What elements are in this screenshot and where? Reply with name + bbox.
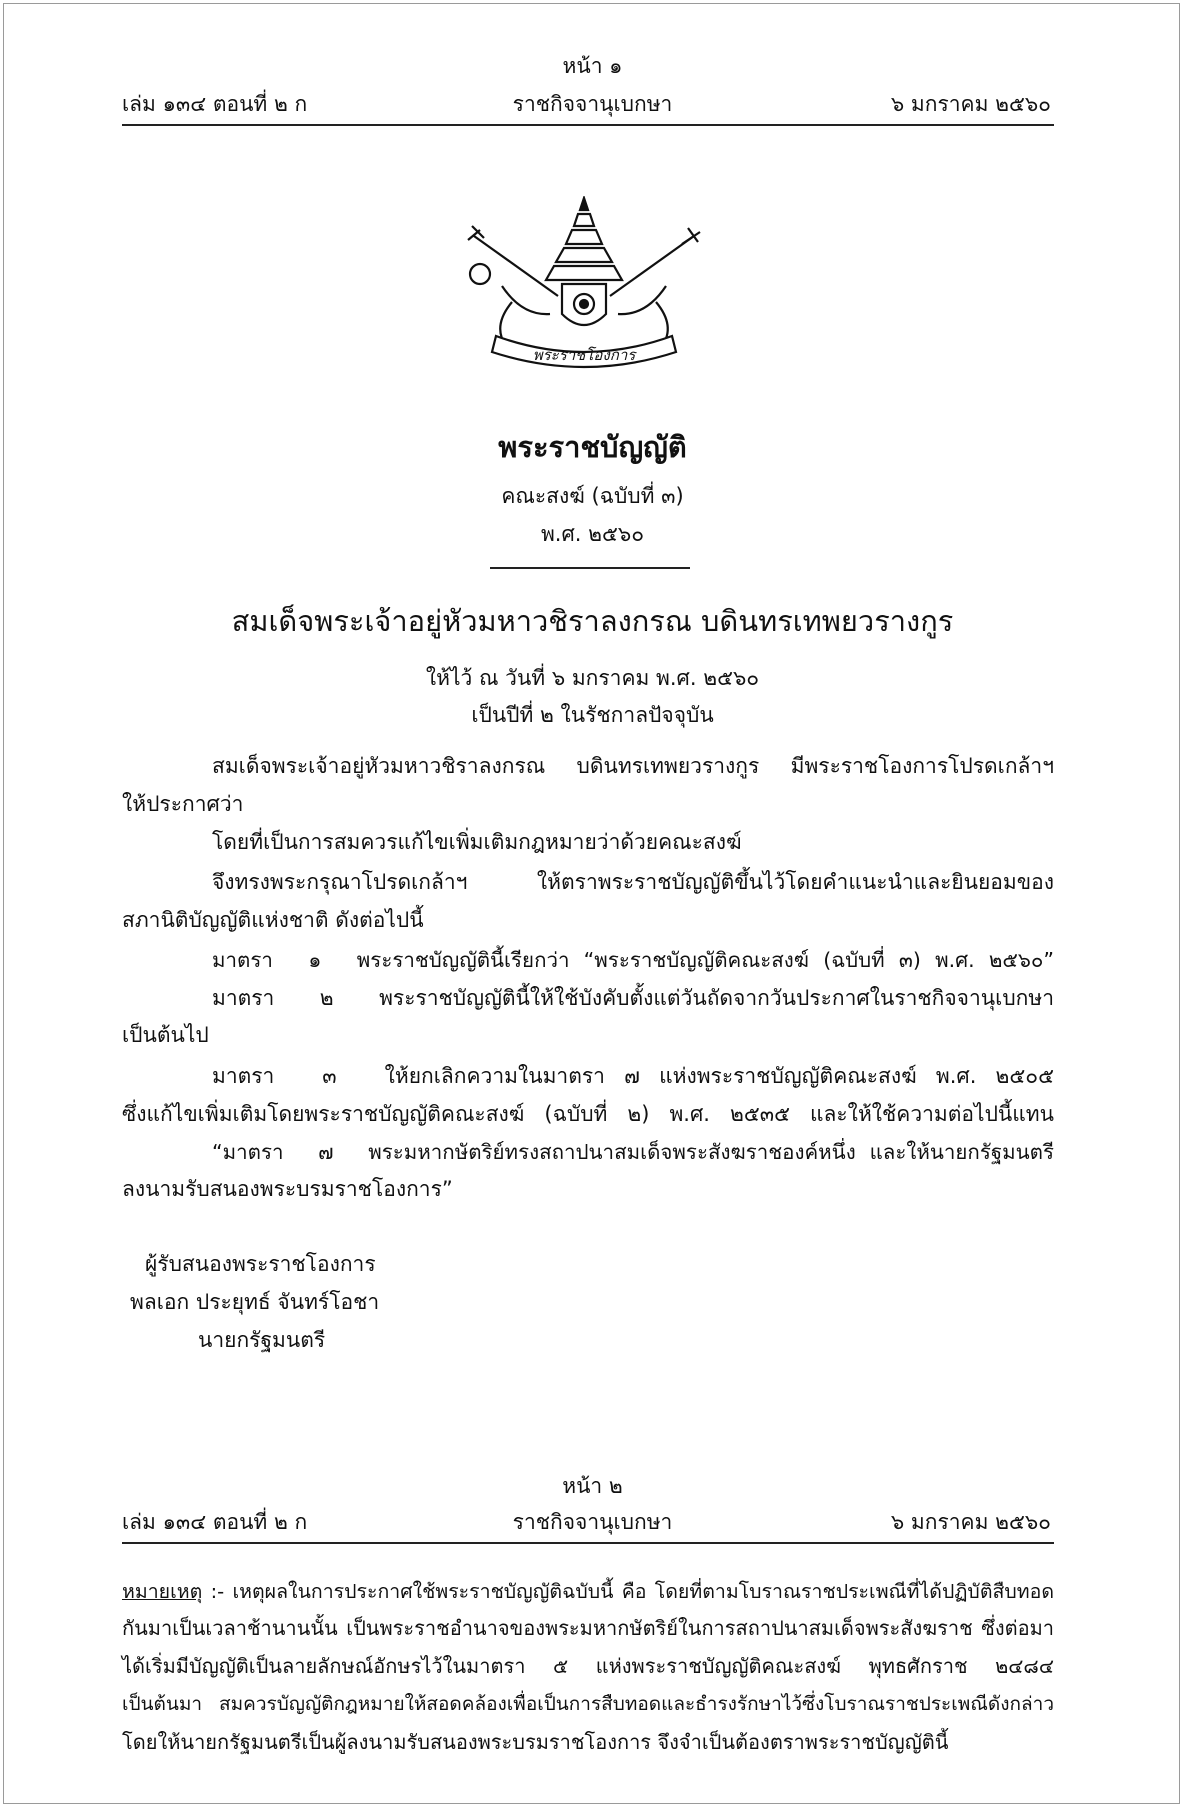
gazette-volume-2: เล่ม ๑๓๔ ตอนที่ ๒ ก [122,1510,308,1534]
note-line-4: เป็นต้นมา สมควรบัญญัติกฎหมายให้สอดคล้องเพื่อเป็นการสืบทอดและธำรงรักษาไว้ซึ่งโบราณราชประเพณีดังกล่าว [122,1693,1054,1715]
section-7-quote: “มาตรา ๗ พระมหากษัตริย์ทรงสถาปนาสมเด็จพระสังฆราชองค์หนึ่ง และให้นายกรัฐมนตรี [212,1140,1054,1164]
page-number: หน้า ๑ [562,54,623,78]
countersign-title: นายกรัฐมนตรี [198,1328,326,1352]
note-label: หมายเหตุ [122,1580,203,1603]
note-line-3: ได้เริ่มมีบัญญัติเป็นลายลักษณ์อักษรไว้ในมาตรา ๕ แห่งพระราชบัญญัติคณะสงฆ์ พุทธศักราช ๒๔๘๔ [122,1654,1054,1678]
gazette-date: ๖ มกราคม ๒๕๖๐ [890,92,1051,116]
countersign-label: ผู้รับสนองพระราชโองการ [145,1252,376,1276]
page-number-2: หน้า ๒ [562,1474,623,1498]
reign-year: เป็นปีที่ ๒ ในรัชกาลปัจจุบัน [471,703,714,727]
section-1: มาตรา ๑ พระราชบัญญัตินี้เรียกว่า “พระราชบัญญัติคณะสงฆ์ (ฉบับที่ ๓) พ.ศ. ๒๕๖๐” [212,948,1054,972]
gazette-volume: เล่ม ๑๓๔ ตอนที่ ๒ ก [122,92,308,116]
section-2: มาตรา ๒ พระราชบัญญัตินี้ให้ใช้บังคับตั้งแต่วันถัดจากวันประกาศในราชกิจจานุเบกษา [212,986,1054,1010]
act-title: พระราชบัญญัติ [498,430,687,464]
section-7-quote-cont: ลงนามรับสนองพระบรมราชโองการ” [122,1177,453,1201]
act-year: พ.ศ. ๒๕๖๐ [540,522,645,546]
body-paragraph-3-cont: สภานิติบัญญัติแห่งชาติ ดังต่อไปนี้ [122,908,424,932]
gazette-name-2: ราชกิจจานุเบกษา [512,1510,673,1534]
king-name: สมเด็จพระเจ้าอยู่หัวมหาวชิราลงกรณ บดินทรเทพยวรางกูร [231,604,954,638]
gazette-date-2: ๖ มกราคม ๒๕๖๐ [890,1510,1051,1534]
royal-emblem-icon [462,196,706,376]
note-line-1-text: :- เหตุผลในการประกาศใช้พระราชบัญญัติฉบับนี้ คือ โดยที่ตามโบราณราชประเพณีที่ได้ปฏิบัติสืบทอด [202,1580,1054,1603]
body-paragraph-1-cont: ให้ประกาศว่า [122,792,244,816]
act-subtitle: คณะสงฆ์ (ฉบับที่ ๓) [501,484,684,508]
countersign-name: พลเอก ประยุทธ์ จันทร์โอชา [130,1290,380,1314]
section-2-cont: เป็นต้นไป [122,1023,209,1047]
body-paragraph-1: สมเด็จพระเจ้าอยู่หัวมหาวชิราลงกรณ บดินทรเทพยวรางกูร มีพระราชโองการโปรดเกล้าฯ [212,754,1054,778]
note-line-2: กันมาเป็นเวลาช้านานนั้น เป็นพระราชอำนาจของพระมหากษัตริย์ในการสถาปนาสมเด็จพระสังฆราช ซึ่งต่อมา [122,1616,1054,1640]
body-paragraph-2: โดยที่เป็นการสมควรแก้ไขเพิ่มเติมกฎหมายว่าด้วยคณะสงฆ์ [212,830,742,854]
header-rule-2 [122,1542,1054,1544]
gazette-name: ราชกิจจานุเบกษา [512,92,673,116]
emblem-banner-text: พระราชโองการ [532,346,636,364]
section-3: มาตรา ๓ ให้ยกเลิกความในมาตรา ๗ แห่งพระราชบัญญัติคณะสงฆ์ พ.ศ. ๒๕๐๕ [212,1064,1054,1088]
note-line-1 [122,1578,1054,1606]
title-rule [490,567,690,569]
section-3-cont: ซึ่งแก้ไขเพิ่มเติมโดยพระราชบัญญัติคณะสงฆ์ (ฉบับที่ ๒) พ.ศ. ๒๕๓๕ และให้ใช้ความต่อไปนี้แทน [122,1102,1054,1126]
note-line-5: โดยให้นายกรัฐมนตรีเป็นผู้ลงนามรับสนองพระบรมราชโองการ จึงจำเป็นต้องตราพระราชบัญญัตินี้ [122,1730,949,1754]
given-date: ให้ไว้ ณ วันที่ ๖ มกราคม พ.ศ. ๒๕๖๐ [425,666,760,690]
body-paragraph-3: จึงทรงพระกรุณาโปรดเกล้าฯ ให้ตราพระราชบัญญัติขึ้นไว้โดยคำแนะนำและยินยอมของ [212,870,1054,894]
header-rule [122,124,1054,126]
